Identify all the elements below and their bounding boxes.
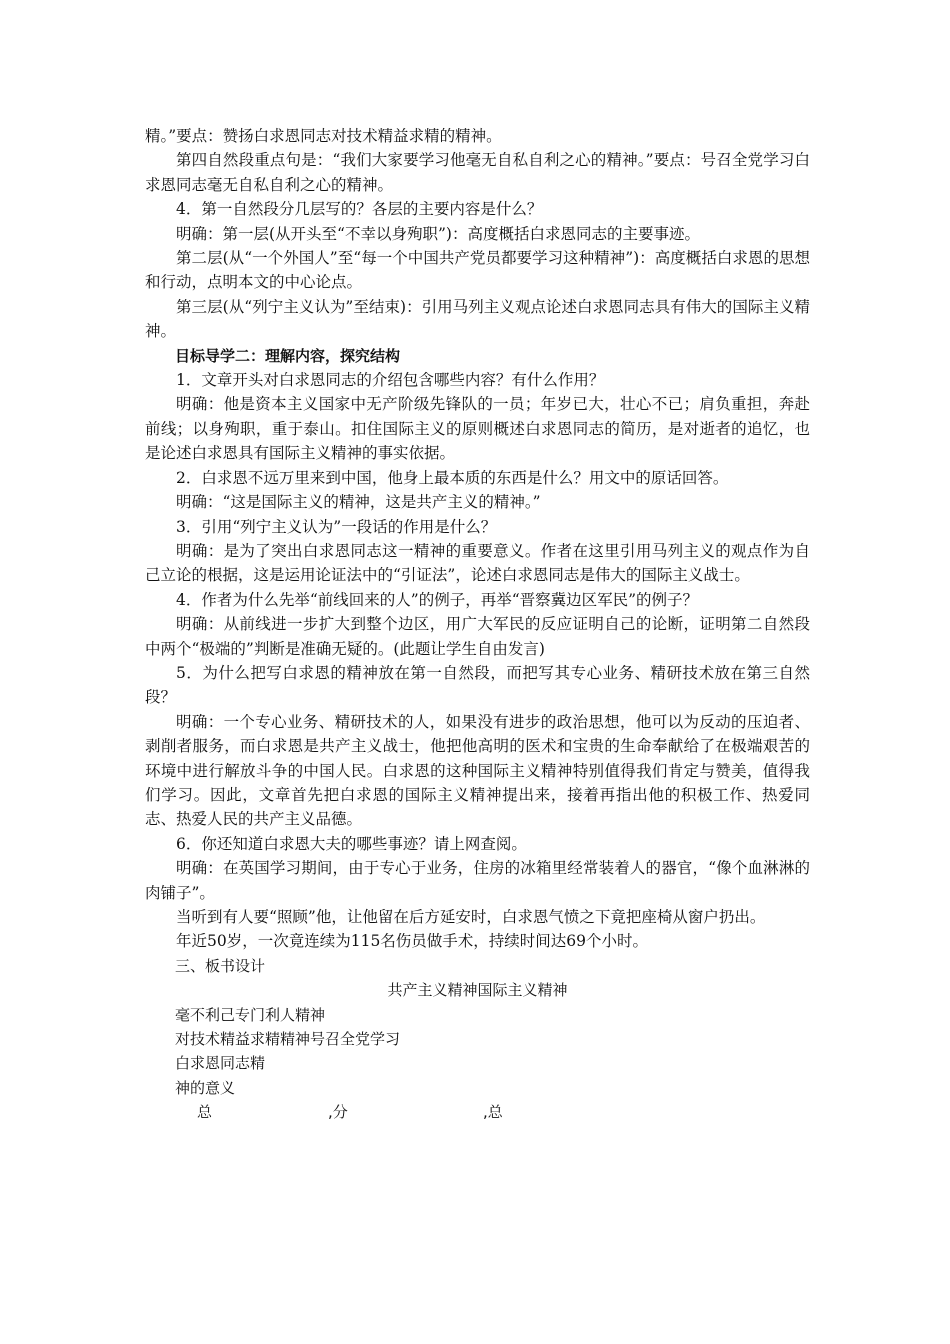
paragraph: 明确：在英国学习期间，由于专心于业务，住房的冰箱里经常装着人的器官，“像个血淋淋的肉铺子”。 bbox=[145, 859, 810, 902]
section-heading: 三、板书设计 bbox=[175, 956, 266, 975]
paragraph: 6．你还知道白求恩大夫的哪些事迹？请上网查阅。 bbox=[176, 834, 527, 853]
board-line: 毫不利己专门利人精神 bbox=[175, 1005, 326, 1024]
paragraph: 明确：第一层(从开头至“不幸以身殉职”)：高度概括白求恩同志的主要事迹。 bbox=[176, 224, 700, 243]
section-heading: 目标导学二：理解内容，探究结构 bbox=[175, 346, 401, 365]
board-summary bbox=[145, 1100, 810, 1126]
paragraph: 明确：他是资本主义国家中无产阶级先锋队的一员；年岁已大，壮心不已；肩负重担，奔赴前线；以身殉职，重于泰山。扣住国际主义的原则概述白求恩同志的简历，是对逝者的追忆，也是论述白求恩具有国际主义精神的事实依据。 bbox=[145, 395, 810, 463]
paragraph: 当听到有人要“照顾”他，让他留在后方延安时，白求恩气愤之下竟把座椅从窗户扔出。 bbox=[176, 908, 766, 926]
paragraph: 明确：“这是国际主义的精神，这是共产主义的精神。” bbox=[176, 493, 541, 512]
summary-total-start: 总 bbox=[197, 1103, 213, 1122]
paragraph: 第四自然段重点句是：“我们大家要学习他毫无自私自利之心的精神。”要点：号召全党学习白求恩同志毫无自私自利之心的精神。 bbox=[145, 151, 810, 194]
board-line: 白求恩同志精 bbox=[175, 1054, 266, 1073]
section2-body bbox=[145, 368, 810, 954]
paragraph: 第三层(从“列宁主义认为”至结束)：引用马列主义观点论述白求恩同志具有伟大的国际主义精神。 bbox=[145, 297, 810, 341]
board-title: 共产主义精神国际主义精神 bbox=[387, 981, 568, 1000]
document-page bbox=[145, 124, 810, 1126]
paragraph: 3．引用“列宁主义认为”一段话的作用是什么？ bbox=[176, 517, 497, 536]
board-line: 对技术精益求精精神号召全党学习 bbox=[175, 1030, 401, 1049]
paragraph: 1．文章开头对白求恩同志的介绍包含哪些内容？有什么作用？ bbox=[176, 371, 605, 390]
paragraph: 4．作者为什么先举“前线回来的人”的例子，再举“晋察冀边区军民”的例子？ bbox=[176, 590, 699, 609]
board-line: 神的意义 bbox=[175, 1078, 236, 1097]
paragraph: 明确：是为了突出白求恩同志这一精神的重要意义。作者在这里引用马列主义的观点作为自己立论的根据，这是运用论证法中的“引证法”，论述白求恩同志是伟大的国际主义战士。 bbox=[145, 541, 810, 585]
board-design bbox=[145, 978, 810, 1126]
paragraph: 明确：一个专心业务、精研技术的人，如果没有进步的政治思想，他可以为反动的压迫者、剥削者服务，而白求恩是共产主义战士，他把他高明的医术和宝贵的生命奉献给了在极端艰苦的环境中进行解放斗争的中国人民。白求恩的这种国际主义精神特别值得我们肯定与赞美，值得我们学习。因此，文章首先把白求恩的国际主义精神提出来，接着再指出他的积极工作、热爱同志、热爱人民的共产主义品德。 bbox=[145, 712, 810, 829]
paragraph: 精。”要点：赞扬白求恩同志对技术精益求精的精神。 bbox=[145, 127, 502, 145]
paragraph: 5．为什么把写白求恩的精神放在第一自然段，而把写其专心业务、精研技术放在第三自然段？ bbox=[145, 663, 810, 707]
paragraph: 2．白求恩不远万里来到中国，他身上最本质的东西是什么？用文中的原话回答。 bbox=[176, 468, 729, 487]
paragraph: 明确：从前线进一步扩大到整个边区，用广大军民的反应证明自己的论断，证明第二自然段中两个“极端的”判断是准确无疑的。(此题让学生自由发言) bbox=[145, 615, 810, 658]
paragraph: 年近50岁，一次竟连续为115名伤员做手术，持续时间达69个小时。 bbox=[176, 932, 649, 951]
summary-total-end: ,总 bbox=[483, 1103, 503, 1122]
paragraph: 4．第一自然段分几层写的？各层的主要内容是什么？ bbox=[176, 200, 543, 219]
summary-part: ,分 bbox=[328, 1103, 348, 1122]
intro-section bbox=[145, 124, 810, 344]
paragraph: 第二层(从“一个外国人”至“每一个中国共产党员都要学习这种精神”)：高度概括白求恩的思想和行动，点明本文的中心论点。 bbox=[145, 249, 810, 292]
